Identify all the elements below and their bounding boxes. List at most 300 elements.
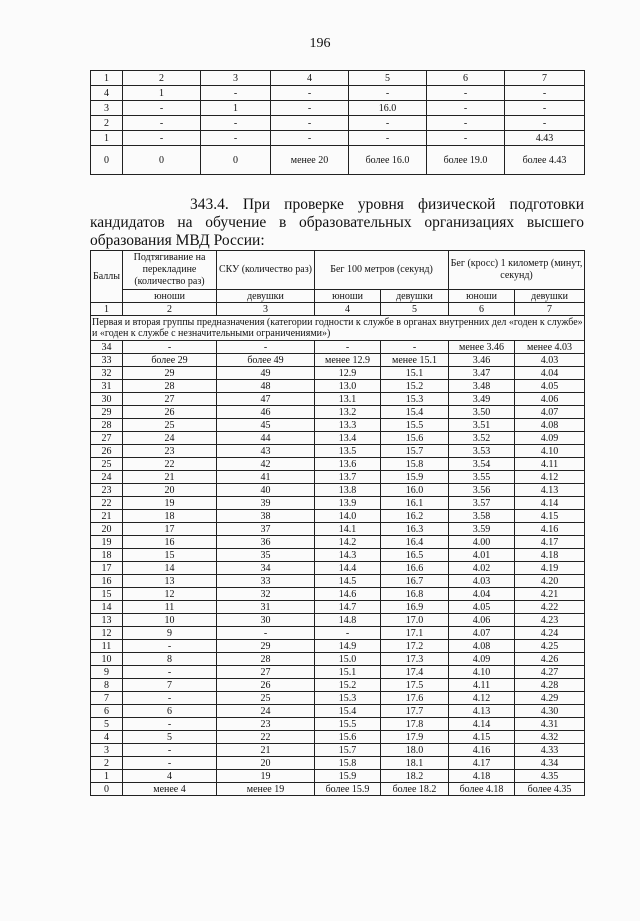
table-cell: - [201, 86, 271, 101]
table1-column-numbers-row [91, 71, 585, 86]
table-cell: 11 [91, 640, 123, 653]
table-cell: 4.07 [449, 627, 515, 640]
table-row [91, 341, 585, 354]
table-cell: 5 [91, 718, 123, 731]
table-cell: 4 [315, 303, 381, 316]
table-cell: 24 [217, 705, 315, 718]
group-label: Первая и вторая группы предназначения (категории годности к службе в органах внутренних дел «годен к службе» и «годен к службе с незначительными ограничениями») [92, 317, 583, 339]
table-cell: 4.30 [515, 705, 585, 718]
table-cell: 2 [91, 116, 123, 131]
table-cell: 13 [91, 614, 123, 627]
table-cell: 17.6 [381, 692, 449, 705]
table-cell: 17.2 [381, 640, 449, 653]
table-cell: 4.06 [449, 614, 515, 627]
table2-header-row [91, 251, 585, 290]
table-cell: 31 [91, 380, 123, 393]
table-cell: 4.22 [515, 601, 585, 614]
table-row [91, 653, 585, 666]
table2-column-numbers-row [91, 303, 585, 316]
table-cell: - [123, 666, 217, 679]
table-cell: 4.17 [449, 757, 515, 770]
table-cell: 47 [217, 393, 315, 406]
table-row [91, 562, 585, 575]
table-cell: 28 [123, 380, 217, 393]
table-cell: 15.6 [315, 731, 381, 744]
table-cell: - [349, 116, 427, 131]
table-cell: 30 [217, 614, 315, 627]
table-cell: 12 [91, 627, 123, 640]
table-cell: 17.0 [381, 614, 449, 627]
table-cell: 45 [217, 419, 315, 432]
table-row [91, 666, 585, 679]
table-cell: 14.9 [315, 640, 381, 653]
table-row [91, 640, 585, 653]
table-cell: 4.43 [505, 131, 585, 146]
table-cell: 2 [91, 757, 123, 770]
table-cell: - [217, 341, 315, 354]
group-label-row [91, 316, 585, 341]
table-cell: 17 [91, 562, 123, 575]
table-cell: 9 [91, 666, 123, 679]
table-cell: 2 [123, 303, 217, 316]
table-cell: - [271, 131, 349, 146]
table-cell: 18.1 [381, 757, 449, 770]
table-cell: 13.0 [315, 380, 381, 393]
table-cell: 14.0 [315, 510, 381, 523]
table-cell: 23 [123, 445, 217, 458]
table-cell: 4.26 [515, 653, 585, 666]
table-cell: 14 [91, 601, 123, 614]
table-cell: - [427, 131, 505, 146]
table-row [91, 458, 585, 471]
subheader-pullups-boys: юноши [123, 290, 217, 303]
table-cell: 27 [123, 393, 217, 406]
table-row [91, 718, 585, 731]
table-cell: 24 [91, 471, 123, 484]
table-cell: - [349, 86, 427, 101]
table-cell: 4.15 [449, 731, 515, 744]
table-row [91, 116, 585, 131]
table-cell: 25 [91, 458, 123, 471]
table-cell: 16 [123, 536, 217, 549]
table-cell: 4.03 [449, 575, 515, 588]
table-cell: 9 [123, 627, 217, 640]
table-cell: 15.9 [381, 471, 449, 484]
table-cell: 16.5 [381, 549, 449, 562]
table-cell: 3.53 [449, 445, 515, 458]
table-cell: 3.50 [449, 406, 515, 419]
table-cell: 28 [91, 419, 123, 432]
table-cell: 0 [91, 783, 123, 796]
table-cell: 44 [217, 432, 315, 445]
table-cell: 14.1 [315, 523, 381, 536]
table-cell: менее 3.46 [449, 341, 515, 354]
table-row [91, 536, 585, 549]
table-cell: 3.57 [449, 497, 515, 510]
table-cell: 14.3 [315, 549, 381, 562]
table-cell: 15.9 [315, 770, 381, 783]
table-cell: 4.12 [449, 692, 515, 705]
table-cell: 7 [505, 71, 585, 86]
table-cell: - [123, 640, 217, 653]
table-cell: 16.4 [381, 536, 449, 549]
table-cell: 13.7 [315, 471, 381, 484]
table-cell: 16.7 [381, 575, 449, 588]
table-row [91, 101, 585, 116]
table-cell: 49 [217, 367, 315, 380]
table-cell: более 16.0 [349, 146, 427, 175]
table-cell: - [505, 101, 585, 116]
page-number: 196 [309, 36, 331, 51]
table-cell: 8 [91, 679, 123, 692]
table-row [91, 380, 585, 393]
table-row [91, 549, 585, 562]
table-cell: 14.7 [315, 601, 381, 614]
table-row [91, 484, 585, 497]
table-cell: 36 [217, 536, 315, 549]
table-cell: - [201, 131, 271, 146]
table-cell: 3.58 [449, 510, 515, 523]
table-row [91, 523, 585, 536]
table-cell: менее 15.1 [381, 354, 449, 367]
table-cell: 25 [123, 419, 217, 432]
table-row [91, 432, 585, 445]
table-row [91, 367, 585, 380]
table-row [91, 445, 585, 458]
table-cell: 26 [91, 445, 123, 458]
section-heading-text: 343.4. При проверке уровня физической подготовки кандидатов на обучение в образовательных организациях высшего образования МВД России: [90, 196, 584, 249]
table-cell: 3.51 [449, 419, 515, 432]
table-cell: 20 [91, 523, 123, 536]
table-cell: - [349, 131, 427, 146]
table-cell: 13.9 [315, 497, 381, 510]
table-cell: 14.5 [315, 575, 381, 588]
table-row [91, 419, 585, 432]
table-cell: менее 20 [271, 146, 349, 175]
table-cell: 4.34 [515, 757, 585, 770]
table-cell: 15.4 [381, 406, 449, 419]
table-cell: 4.35 [515, 770, 585, 783]
table-cell: - [123, 116, 201, 131]
table-cell: 2 [123, 71, 201, 86]
table-cell: 22 [217, 731, 315, 744]
table-cell: более 29 [123, 354, 217, 367]
table-cell: 4.14 [515, 497, 585, 510]
table-cell: 3.52 [449, 432, 515, 445]
table-cell: 15.5 [315, 718, 381, 731]
table-cell: 31 [217, 601, 315, 614]
table-cell: 4.04 [449, 588, 515, 601]
table-cell: 16.3 [381, 523, 449, 536]
table-cell: 17.3 [381, 653, 449, 666]
table-cell: 15 [123, 549, 217, 562]
table-cell: 13.6 [315, 458, 381, 471]
physical-fitness-standards-table [90, 250, 585, 796]
table-cell: 43 [217, 445, 315, 458]
table-cell: 15.6 [381, 432, 449, 445]
table-cell: 7 [123, 679, 217, 692]
table-row [91, 770, 585, 783]
table-cell: 10 [123, 614, 217, 627]
table-cell: 13.5 [315, 445, 381, 458]
table-row [91, 679, 585, 692]
table-cell: - [217, 627, 315, 640]
table-cell: 17.8 [381, 718, 449, 731]
table-cell: 4.05 [449, 601, 515, 614]
header-run-100m: Бег 100 метров (секунд) [315, 251, 449, 290]
table-cell: 29 [123, 367, 217, 380]
table-cell: 4.23 [515, 614, 585, 627]
table-cell: 14.4 [315, 562, 381, 575]
table-cell: 15.2 [315, 679, 381, 692]
table-cell: 1 [123, 86, 201, 101]
header-points: Баллы [91, 251, 123, 303]
table-cell: 4.21 [515, 588, 585, 601]
table-cell: 6 [427, 71, 505, 86]
table-cell: 30 [91, 393, 123, 406]
table-cell: 0 [91, 146, 123, 175]
table-cell: 41 [217, 471, 315, 484]
table-cell: - [271, 101, 349, 116]
table-cell: 24 [123, 432, 217, 445]
table-cell: 15.1 [381, 367, 449, 380]
table-cell: - [427, 86, 505, 101]
table-cell: 3.48 [449, 380, 515, 393]
table-cell: 4 [91, 86, 123, 101]
table-cell: 4.06 [515, 393, 585, 406]
table-cell: 17.9 [381, 731, 449, 744]
table-cell: 4.19 [515, 562, 585, 575]
subheader-run100-boys: юноши [315, 290, 381, 303]
table-cell: 4.13 [515, 484, 585, 497]
table-cell: 14.2 [315, 536, 381, 549]
table-cell: 4.29 [515, 692, 585, 705]
table-cell: 15.3 [315, 692, 381, 705]
subheader-run1km-girls: девушки [515, 290, 585, 303]
table-cell: 5 [349, 71, 427, 86]
table-cell: 3.56 [449, 484, 515, 497]
table-cell: 4.14 [449, 718, 515, 731]
table-row [91, 497, 585, 510]
table-row [91, 575, 585, 588]
table-cell: 4.32 [515, 731, 585, 744]
table-cell: 15.8 [381, 458, 449, 471]
table-cell: 4.17 [515, 536, 585, 549]
table2-body [91, 251, 585, 796]
table-cell: 1 [91, 71, 123, 86]
table-cell: 4.05 [515, 380, 585, 393]
table-cell: 15.8 [315, 757, 381, 770]
table-cell: 20 [217, 757, 315, 770]
table-cell: - [427, 116, 505, 131]
table-cell: 3.55 [449, 471, 515, 484]
table-cell: 4.03 [515, 354, 585, 367]
table-cell: - [123, 131, 201, 146]
table-cell: 17.5 [381, 679, 449, 692]
table-cell: 7 [515, 303, 585, 316]
table-cell: 33 [91, 354, 123, 367]
table-cell: менее 19 [217, 783, 315, 796]
table-cell: 11 [123, 601, 217, 614]
table-cell: 17.4 [381, 666, 449, 679]
table-cell: 16.6 [381, 562, 449, 575]
table-cell: 4 [271, 71, 349, 86]
table-cell: 15.3 [381, 393, 449, 406]
table-cell: 3 [91, 101, 123, 116]
table-row [91, 744, 585, 757]
subheader-run1km-boys: юноши [449, 290, 515, 303]
subheader-sku-girls: девушки [217, 290, 315, 303]
table2-subheader-row [91, 290, 585, 303]
table-row [91, 783, 585, 796]
table-cell: - [123, 718, 217, 731]
table-cell: 16.9 [381, 601, 449, 614]
table-cell: 4.25 [515, 640, 585, 653]
header-sku: СКУ (количество раз) [217, 251, 315, 290]
table-cell: 4.24 [515, 627, 585, 640]
table-cell: 3.46 [449, 354, 515, 367]
table-cell: менее 12.9 [315, 354, 381, 367]
table-cell: 16 [91, 575, 123, 588]
table-cell: 16.2 [381, 510, 449, 523]
table-cell: 4.08 [515, 419, 585, 432]
table-cell: 22 [123, 458, 217, 471]
table-cell: 15.1 [315, 666, 381, 679]
table-cell: 4.33 [515, 744, 585, 757]
table-cell: 3 [217, 303, 315, 316]
table-cell: 13.1 [315, 393, 381, 406]
table-row [91, 393, 585, 406]
table-cell: 3.47 [449, 367, 515, 380]
table-cell: 17.1 [381, 627, 449, 640]
table-row [91, 614, 585, 627]
table-cell: 14.6 [315, 588, 381, 601]
table-row [91, 86, 585, 101]
table-cell: - [427, 101, 505, 116]
table-cell: 13.3 [315, 419, 381, 432]
table-cell: 3.54 [449, 458, 515, 471]
table-cell: более 19.0 [427, 146, 505, 175]
table-cell: 0 [123, 146, 201, 175]
table-cell: 29 [91, 406, 123, 419]
table-row [91, 705, 585, 718]
table-cell: 4.20 [515, 575, 585, 588]
header-pullups: Подтягивание на перекладине (количество раз) [123, 251, 217, 290]
table-cell: 19 [217, 770, 315, 783]
table-cell: 32 [217, 588, 315, 601]
table-cell: 4 [91, 731, 123, 744]
table-cell: более 4.18 [449, 783, 515, 796]
table-cell: 29 [217, 640, 315, 653]
table-cell: 26 [217, 679, 315, 692]
table-row [91, 406, 585, 419]
table-cell: 10 [91, 653, 123, 666]
table-row [91, 146, 585, 175]
table-cell: 15.0 [315, 653, 381, 666]
table-cell: 23 [217, 718, 315, 731]
table-cell: 4.12 [515, 471, 585, 484]
table-cell: - [123, 692, 217, 705]
table-cell: 27 [91, 432, 123, 445]
table-cell: 39 [217, 497, 315, 510]
table-cell: 4.16 [515, 523, 585, 536]
table-cell: - [123, 757, 217, 770]
table-row [91, 471, 585, 484]
table-cell: 4.02 [449, 562, 515, 575]
table-cell: 7 [91, 692, 123, 705]
table-cell: 12.9 [315, 367, 381, 380]
table-cell: 33 [217, 575, 315, 588]
table-cell: 21 [91, 510, 123, 523]
table-cell: 37 [217, 523, 315, 536]
table-cell: 14 [123, 562, 217, 575]
table-cell: 21 [217, 744, 315, 757]
table-cell: 15.4 [315, 705, 381, 718]
table-cell: 35 [217, 549, 315, 562]
table-cell: 4.16 [449, 744, 515, 757]
table-row [91, 731, 585, 744]
table-cell: 5 [381, 303, 449, 316]
table-cell: 14.8 [315, 614, 381, 627]
table-cell: 13.2 [315, 406, 381, 419]
table-cell: 4.01 [449, 549, 515, 562]
table-cell: 25 [217, 692, 315, 705]
table-cell: - [123, 744, 217, 757]
table-row [91, 757, 585, 770]
table-cell: 15.2 [381, 380, 449, 393]
table-cell: 3.59 [449, 523, 515, 536]
table-row [91, 601, 585, 614]
table-cell: - [505, 86, 585, 101]
table-cell: 46 [217, 406, 315, 419]
table1-body [91, 71, 585, 175]
table-cell: 4.10 [449, 666, 515, 679]
table-cell: 8 [123, 653, 217, 666]
table-cell: 4.18 [449, 770, 515, 783]
table-cell: - [201, 116, 271, 131]
table-cell: 16.0 [349, 101, 427, 116]
table-cell: 4.11 [515, 458, 585, 471]
table-cell: 3 [91, 744, 123, 757]
table-row [91, 354, 585, 367]
table-cell: 18 [91, 549, 123, 562]
table-cell: 6 [123, 705, 217, 718]
table-cell: 1 [91, 131, 123, 146]
table-cell: - [271, 86, 349, 101]
table-cell: 1 [201, 101, 271, 116]
table-cell: 32 [91, 367, 123, 380]
table-row [91, 692, 585, 705]
table-cell: 16.8 [381, 588, 449, 601]
table-cell: 17.7 [381, 705, 449, 718]
table-cell: 13.8 [315, 484, 381, 497]
table-row [91, 510, 585, 523]
table-cell: - [123, 341, 217, 354]
table-cell: 23 [91, 484, 123, 497]
table-cell: 28 [217, 653, 315, 666]
table-cell: - [315, 627, 381, 640]
table-cell: 5 [123, 731, 217, 744]
table-cell: 27 [217, 666, 315, 679]
table-cell: более 49 [217, 354, 315, 367]
table-cell: 16.1 [381, 497, 449, 510]
table-row [91, 627, 585, 640]
table-cell: 1 [91, 770, 123, 783]
table-cell: 21 [123, 471, 217, 484]
table-cell: 26 [123, 406, 217, 419]
table-cell: более 4.43 [505, 146, 585, 175]
subheader-run100-girls: девушки [381, 290, 449, 303]
